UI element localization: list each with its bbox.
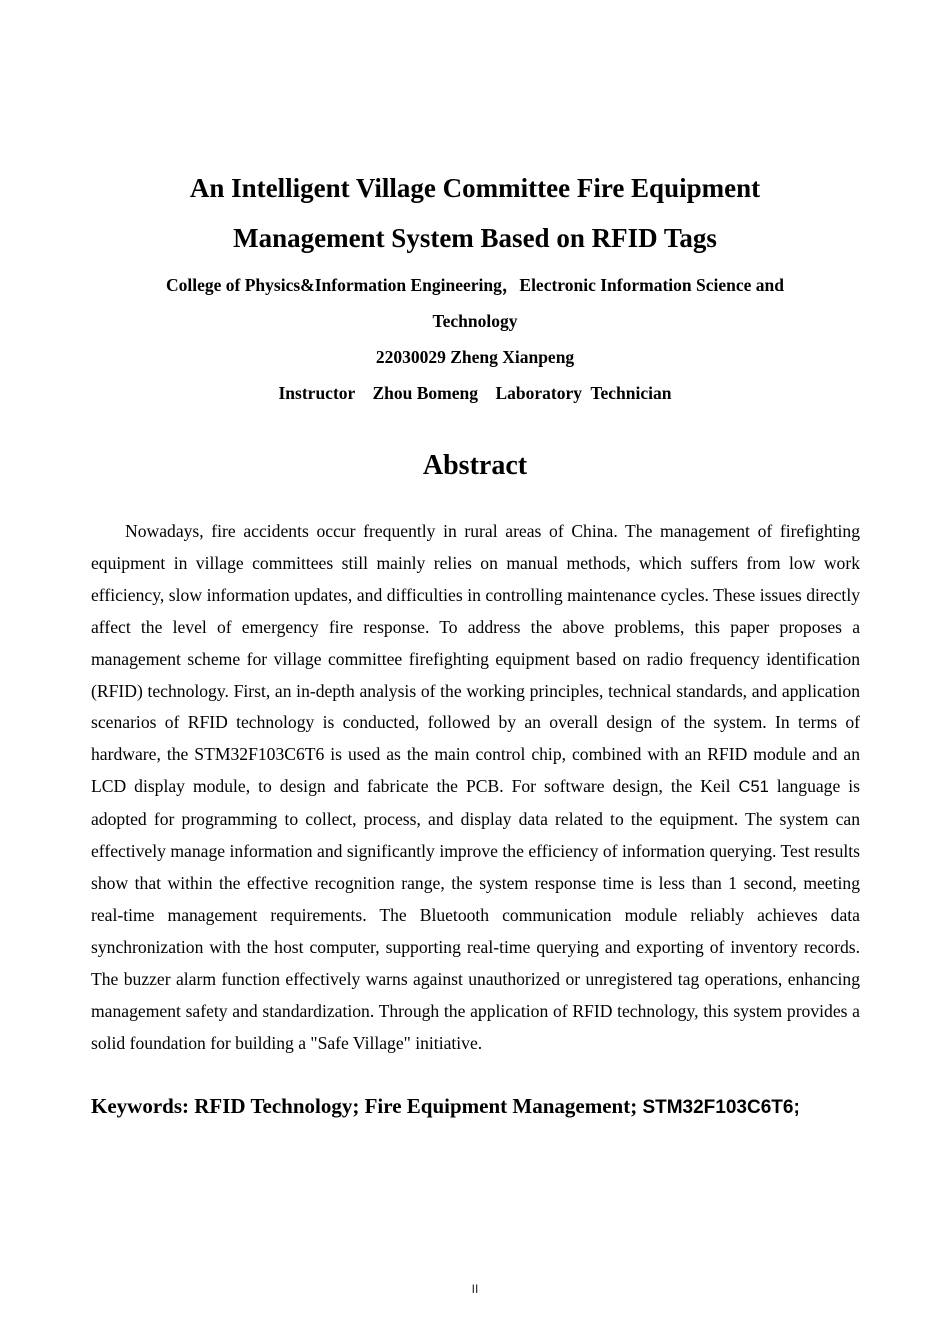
- student-id-name: 22030029 Zheng Xianpeng: [375, 347, 575, 367]
- abstract-body: [91, 516, 860, 1059]
- abstract-paragraph: [91, 516, 860, 1059]
- page-number: II: [471, 1282, 479, 1296]
- paper-title: [90, 163, 860, 263]
- affiliation-line-2: Technology: [432, 311, 518, 331]
- keywords-line: [91, 1090, 860, 1124]
- instructor-line: Instructor Zhou Bomeng Laboratory Technician: [278, 383, 672, 403]
- abstract-c51-term: C51: [738, 778, 769, 797]
- abstract-text-part-2: language is adopted for programming to collect, process, and display data related to the equipment. The system can effectively manage information and significantly improve the efficiency of information querying. Test results show that within the effective recognition range, the system response time is less than 1 second, meeting real-time management requirements. The Bluetooth communication module reliably achieves data synchronization with the host computer, supporting real-time querying and exporting of inventory records. The buzzer alarm function effectively warns against unauthorized or unregistered tag operations, enhancing management safety and standardization. Through the application of RFID technology, this system provides a solid foundation for building a "Safe Village" initiative.: [91, 776, 860, 1053]
- abstract-heading: Abstract: [422, 450, 528, 481]
- affiliation-line-1: College of Physics&Information Engineering，Electronic Information Science and: [166, 275, 784, 295]
- keywords-text: Keywords: RFID Technology; Fire Equipment Management;: [91, 1094, 643, 1118]
- paper-title-line-2: Management System Based on RFID Tags: [233, 223, 717, 253]
- affiliation: [90, 267, 860, 339]
- paper-title-line-1: An Intelligent Village Committee Fire Equipment: [189, 173, 761, 203]
- abstract-text-part-1: Nowadays, fire accidents occur frequently in rural areas of China. The management of firefighting equipment in village committees still mainly relies on manual methods, which suffers from low work efficiency, slow information updates, and difficulties in controlling maintenance cycles. These issues directly affect the level of emergency fire response. To address the above problems, this paper proposes a management scheme for village committee firefighting equipment based on radio frequency identification (RFID) technology. First, an in-depth analysis of the working principles, technical standards, and application scenarios of RFID technology is conducted, followed by an overall design of the system. In terms of hardware, the STM32F103C6T6 is used as the main control chip, combined with an RFID module and an LCD display module, to design and fabricate the PCB. For software design, the Keil: [91, 521, 860, 797]
- keywords-chip-code: STM32F103C6T6;: [642, 1097, 800, 1118]
